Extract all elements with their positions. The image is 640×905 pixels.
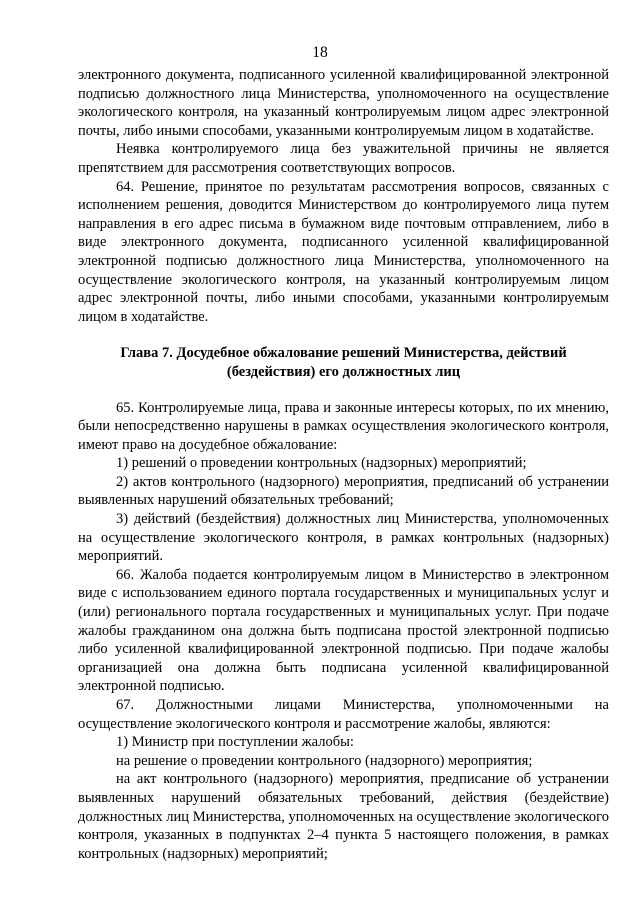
list-item-65-1: 1) решений о проведении контрольных (надзорных) мероприятий; xyxy=(116,455,527,472)
list-item-67-1: 1) Министр при поступлении жалобы: xyxy=(116,734,354,751)
chapter-heading: Глава 7. Досудебное обжалование решений Министерства, действий (бездействия) его должностных лиц xyxy=(120,345,567,380)
paragraph-continuation: электронного документа, подписанного усиленной квалифицированной электронной подписью должностного лица Министерства, уполномоченного на осуществление экологического контроля, на указанный контролируемым лицом адрес электронной почты, либо иными способами, указанными контролируемым лицом в ходатайстве. xyxy=(78,67,609,139)
list-item-65-2: 2) актов контрольного (надзорного) мероприятия, предписаний об устранении выявленных нарушений обязательных требований; xyxy=(78,473,609,509)
page-number: 18 xyxy=(312,44,328,61)
list-subitem-67-1-a: на решение о проведении контрольного (надзорного) мероприятия; xyxy=(116,752,533,769)
paragraph-67: 67. Должностными лицами Министерства, уполномоченными на осуществление экологического контроля и рассмотрение жалобы, являются: xyxy=(78,697,609,732)
paragraph-66: 66. Жалоба подается контролируемым лицом в Министерство в электронном виде с использованием единого портала государственных и муниципальных услуг и (или) регионального портала государственных и муниципальных услуг. При подаче жалобы гражданином она должна быть подписана простой электронной подписью либо усиленной квалифицированной электронной подписью. При подаче жалобы организацией она должна быть подписана усиленной квалифицированной электронной подписью. xyxy=(78,566,609,695)
list-subitem-67-1-b: на акт контрольного (надзорного) мероприятия, предписание об устранении выявленных нарушений обязательных требований, действия (бездействие) должностных лиц Министерства, уполномоченных на осуществление экологического контроля, указанных в подпунктах 2–4 пункта 5 настоящего положения, в рамках контрольных (надзорных) мероприятий; xyxy=(78,771,609,862)
paragraph-64: 64. Решение, принятое по результатам рассмотрения вопросов, связанных с исполнением решения, доводится Министерством до контролируемого лица путем направления в его адрес письма в бумажном виде почтовым отправлением, либо в виде электронного документа, подписанного усиленной квалифицированной электронной подписью должностного лица Министерства, уполномоченного на осуществление экологического контроля, на указанный контролируемым лицом адрес электронной почты, либо иными способами, указанными контролируемым лицом в ходатайстве. xyxy=(78,178,609,325)
document-body xyxy=(78,66,609,863)
paragraph-non-appearance: Неявка контролируемого лица без уважительной причины не является препятствием для рассмотрения соответствующих вопросов. xyxy=(78,141,609,176)
list-item-65-3: 3) действий (бездействия) должностных лиц Министерства, уполномоченных на осуществление экологического контроля, в рамках контрольных (надзорных) мероприятий. xyxy=(78,511,609,565)
paragraph-65: 65. Контролируемые лица, права и законные интересы которых, по их мнению, были непосредственно нарушены в рамках осуществления экологического контроля, имеют право на досудебное обжалование: xyxy=(78,399,609,453)
